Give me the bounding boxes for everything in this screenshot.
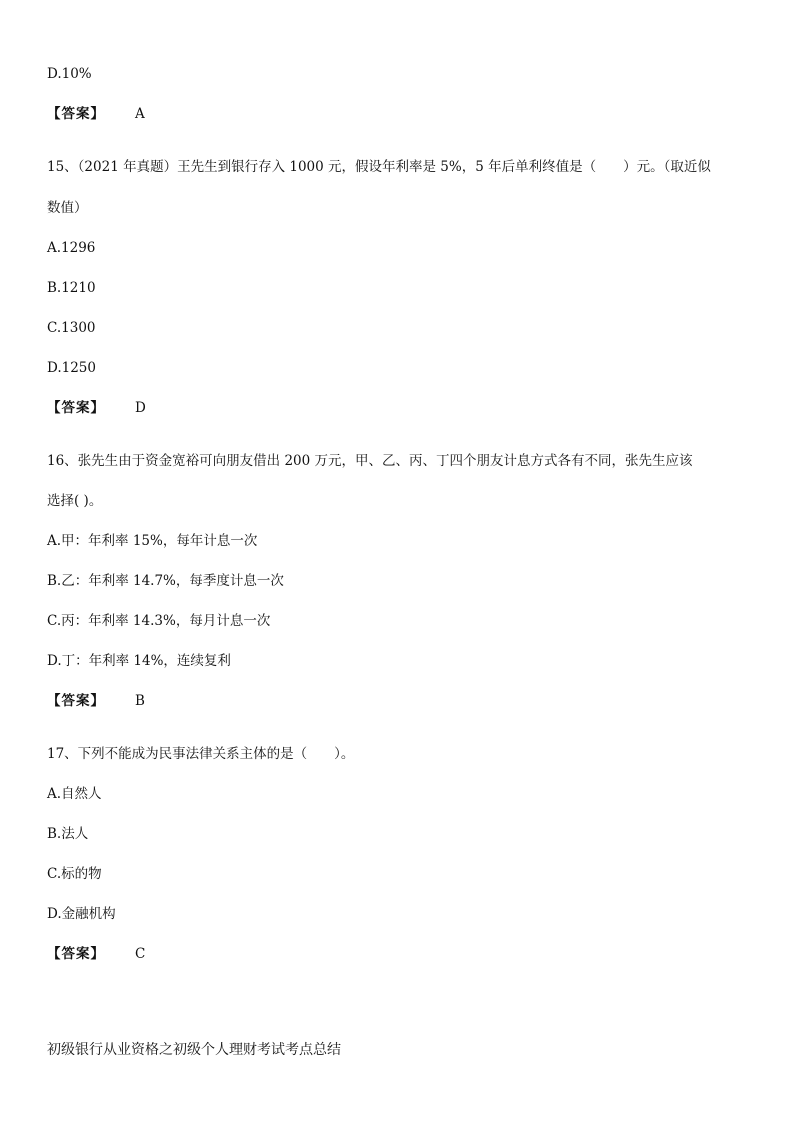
q15-answer-value: D — [135, 400, 146, 416]
q15-option-a: A.1296 — [47, 240, 96, 256]
q16-question-line1: 16、张先生由于资金宽裕可向朋友借出 200 万元，甲、乙、丙、丁四个朋友计息方式各有不同，张先生应该 — [47, 453, 693, 469]
q17-answer-value: C — [135, 946, 146, 962]
q17-answer-label: 【答案】 — [47, 946, 105, 962]
q16-option-b: B.乙：年利率 14.7%，每季度计息一次 — [47, 573, 284, 589]
q14-option-d: D.10% — [47, 66, 92, 82]
q15-question-line2: 数值） — [47, 200, 88, 216]
q15-option-b: B.1210 — [47, 280, 96, 296]
q15-question-line1: 15、（2021 年真题）王先生到银行存入 1000 元，假设年利率是 5%，5 年后单利终值是（ ）元。（取近似 — [47, 159, 711, 175]
q17-option-c: C.标的物 — [47, 866, 102, 882]
q15-answer — [47, 398, 146, 418]
q16-answer-value: B — [135, 693, 145, 709]
q17-option-d: D.金融机构 — [47, 906, 116, 922]
q16-option-a: A.甲：年利率 15%，每年计息一次 — [47, 533, 258, 549]
q16-question-line2: 选择( )。 — [47, 493, 103, 509]
q14-answer — [47, 104, 145, 124]
q17-answer — [47, 944, 145, 964]
q15-option-c: C.1300 — [47, 320, 96, 336]
q16-option-d: D.丁：年利率 14%，连续复利 — [47, 653, 231, 669]
q14-answer-value: A — [135, 106, 145, 122]
q15-answer-label: 【答案】 — [47, 400, 105, 416]
q17-question-line1: 17、下列不能成为民事法律关系主体的是（ ）。 — [47, 746, 355, 762]
document-section-title: 初级银行从业资格之初级个人理财考试考点总结 — [47, 1042, 341, 1058]
q16-answer-label: 【答案】 — [47, 693, 105, 709]
q15-option-d: D.1250 — [47, 360, 96, 376]
q16-option-c: C.丙：年利率 14.3%，每月计息一次 — [47, 613, 271, 629]
q17-option-a: A.自然人 — [47, 786, 102, 802]
q16-answer — [47, 691, 145, 711]
q17-option-b: B.法人 — [47, 826, 89, 842]
q14-answer-label: 【答案】 — [47, 106, 105, 122]
